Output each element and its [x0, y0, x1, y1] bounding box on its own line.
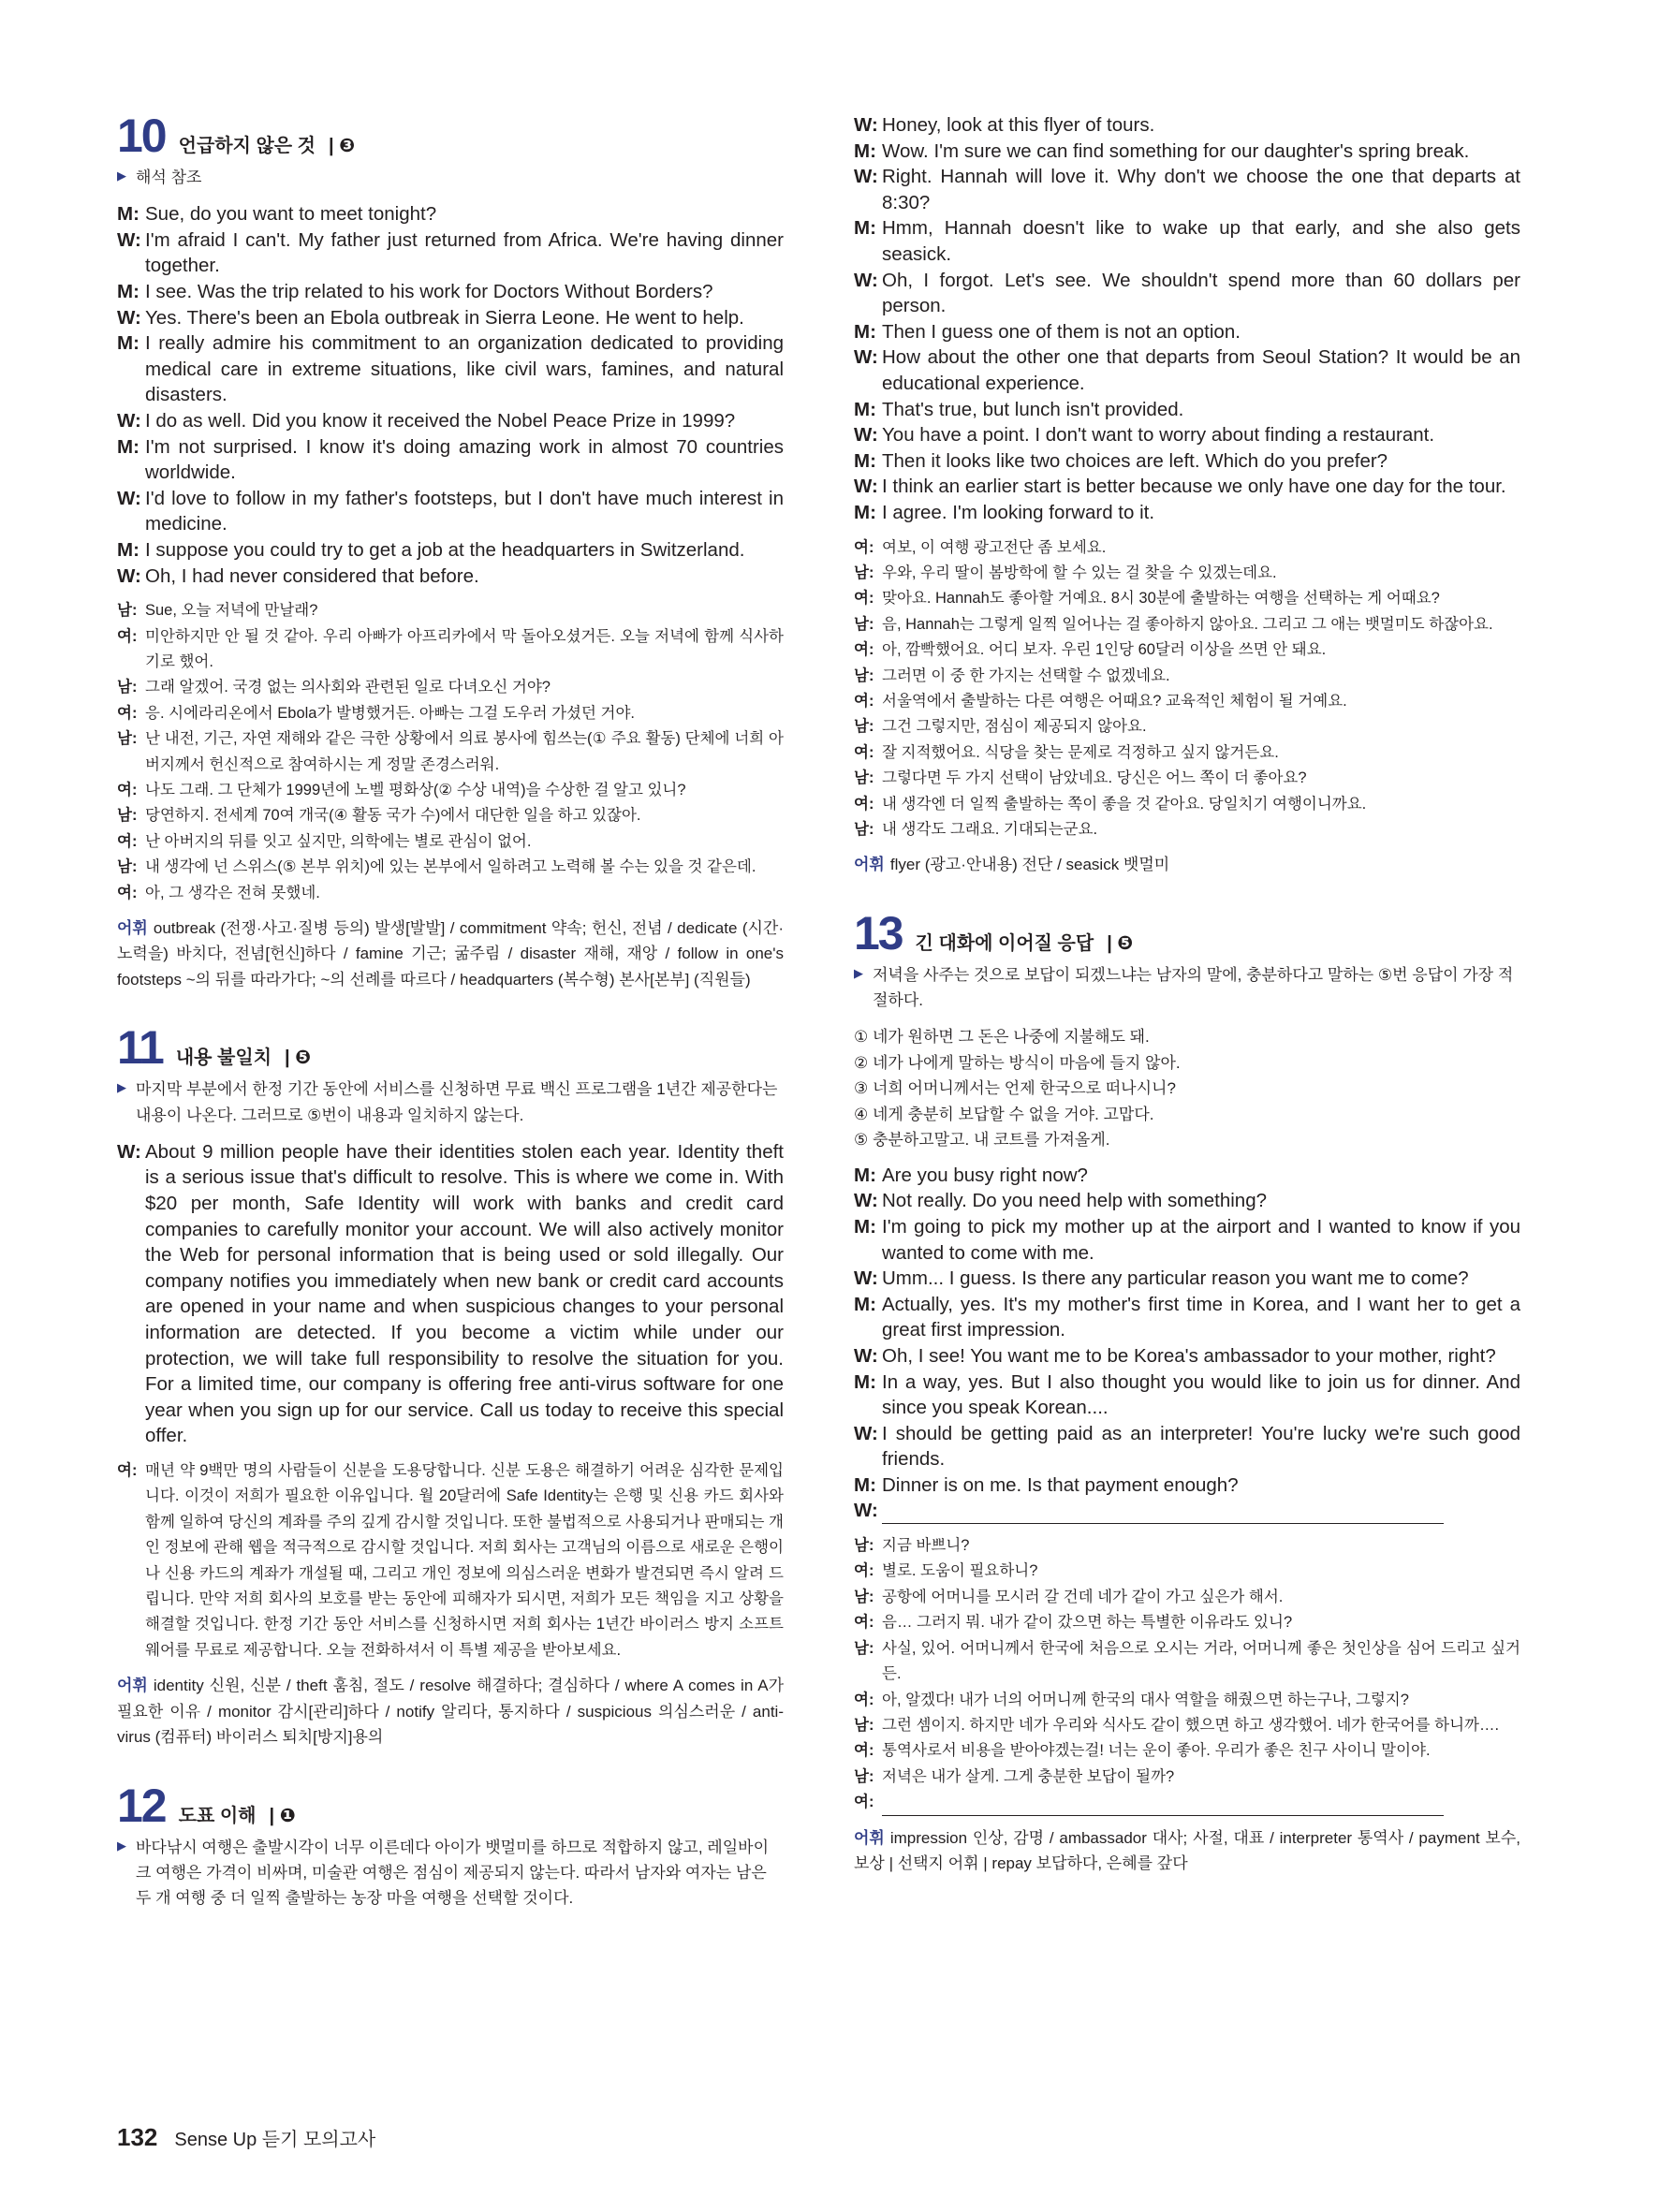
english-monologue [117, 1139, 784, 1449]
translation-line [854, 792, 1520, 817]
speaker-label: 남: [854, 1716, 874, 1734]
translation-line [117, 778, 784, 803]
dialogue-line [854, 268, 1520, 319]
translation-line [854, 535, 1520, 561]
dialogue-line [117, 434, 784, 486]
line-text [882, 1498, 1520, 1524]
line-text: 내 생각에 넌 스위스(⑤ 본부 위치)에 있는 본부에서 일하려고 노력해 볼 수는 있을 것 같은데. [145, 858, 756, 876]
dialogue-line [117, 227, 784, 279]
dialogue-line [117, 486, 784, 537]
speaker-label: 여: [117, 627, 138, 645]
line-text: I'd love to follow in my father's footsteps, but I don't have much interest in medicine. [145, 487, 784, 535]
translation-line [117, 624, 784, 676]
line-text: Honey, look at this flyer of tours. [882, 114, 1155, 136]
question-number: 12 [117, 1779, 166, 1832]
translation-line [854, 1738, 1520, 1764]
vocab-text: identity 신원, 신분 / theft 훔침, 절도 / resolve 해결하다; 결심하다 / where A comes in A가 필요한 이유 / monitor 감시[관리]하다 / notify 알리다, 통지하다 / suspicious 의심스러운 / anti-virus (컴퓨터) 바이러스 퇴치[방지]용의 [117, 1677, 784, 1747]
translation-line [117, 881, 784, 906]
line-text: You have a point. I don't want to worry about finding a restaurant. [882, 424, 1435, 447]
speaker-label: M: [117, 203, 140, 226]
line-text: I really admire his commitment to an organization dedicated to providing medical care in extreme situations, like civil wars, famines, and natural disasters. [145, 332, 784, 406]
dialogue-line [854, 1292, 1520, 1343]
choice-item: ② 네가 나에게 말하는 방식이 마음에 들지 않아. [854, 1053, 1181, 1072]
answer-badge: | ❺ [1107, 932, 1134, 954]
english-dialogue [117, 201, 784, 589]
speaker-label: W: [117, 564, 141, 587]
dialogue-line [854, 1472, 1520, 1499]
speaker-label: W: [854, 166, 878, 188]
question-header [117, 1779, 784, 1832]
speaker-label: W: [117, 487, 141, 509]
translation-line [854, 1713, 1520, 1738]
line-text: How about the other one that departs from Seoul Station? It would be an educational experience. [882, 346, 1520, 394]
line-text: I agree. I'm looking forward to it. [882, 501, 1155, 523]
speaker-label: M: [117, 538, 140, 561]
line-text: Dinner is on me. Is that payment enough? [882, 1473, 1239, 1496]
line-text: 미안하지만 안 될 것 같아. 우리 아빠가 아프리카에서 막 돌아오셨거든. 오늘 저녁에 함께 식사하기로 했어. [145, 627, 784, 670]
translation-line [854, 1765, 1520, 1790]
vocab-text: impression 인상, 감명 / ambassador 대사; 사절, 대표 / interpreter 통역사 / payment 보수, 보상 | 선택지 어휘 | repay 보답하다, 은혜를 갚다 [854, 1828, 1520, 1873]
dialogue-line [117, 330, 784, 408]
line-text: Not really. Do you need help with something? [882, 1190, 1267, 1212]
speaker-label: W: [854, 1344, 878, 1367]
line-text: Then it looks like two choices are left. Which do you prefer? [882, 449, 1388, 472]
book-title: Sense Up 듣기 모의고사 [174, 2130, 376, 2150]
speaker-label: W: [854, 114, 878, 136]
translation-line [854, 1533, 1520, 1559]
line-text: I see. Was the trip related to his work for Doctors Without Borders? [145, 280, 713, 302]
speaker-label: 여: [854, 1614, 874, 1632]
line-text: Oh, I forgot. Let's see. We shouldn't spend more than 60 dollars per person. [882, 269, 1520, 317]
vocab-text: flyer (광고·안내용) 전단 / seasick 뱃멀미 [889, 856, 1170, 874]
speaker-label: W: [854, 1267, 878, 1290]
line-text: Are you busy right now? [882, 1164, 1088, 1186]
speaker-label: W: [854, 269, 878, 291]
speaker-label: M: [854, 1473, 876, 1496]
line-text: 서울역에서 출발하는 다른 여행은 어때요? 교육적인 체험이 될 거예요. [882, 692, 1347, 710]
line-text: 통역사로서 비용을 받아야겠는걸! 너는 운이 좋아. 우리가 좋은 친구 사이니 말이야. [882, 1742, 1431, 1760]
speaker-label: W: [854, 1190, 878, 1212]
line-text: I'm going to pick my mother up at the airport and I wanted to know if you wanted to come with me. [882, 1215, 1520, 1264]
dialogue-line [854, 500, 1520, 526]
line-text: 그건 그렇지만, 점심이 제공되지 않아요. [882, 718, 1147, 736]
line-text: 그렇다면 두 가지 선택이 남았네요. 당신은 어느 쪽이 더 좋아요? [882, 769, 1307, 787]
translation-line [854, 714, 1520, 740]
speaker-label: 남: [854, 718, 874, 736]
speaker-label: 남: [854, 667, 874, 684]
speaker-label: M: [854, 449, 876, 472]
dialogue-line [117, 564, 784, 590]
dialogue-line [854, 448, 1520, 475]
choice-item: ④ 네게 충분히 보답할 수 없을 거야. 고맙다. [854, 1105, 1154, 1123]
dialogue-line [854, 1498, 1520, 1524]
speaker-label: 남: [854, 820, 874, 838]
vocab-text: outbreak (전쟁·사고·질병 등의) 발생[발발] / commitment 약속; 헌신, 전념 / dedicate (시간·노력을) 바치다, 전념[헌신]하다 / famine 기근; 굶주림 / disaster 재해, 재앙 / follow in one's footsteps ~의 뒤를 따라가다; ~의 선례를 따르다 / headquarters (복수형) 본사[본부] (직원들) [117, 918, 784, 989]
line-text: 음… 그러지 뭐. 내가 같이 갔으면 하는 특별한 이유라도 있니? [882, 1614, 1293, 1632]
dialogue-line [117, 1139, 784, 1449]
dialogue-line [854, 139, 1520, 165]
line-text: 지금 바쁘니? [882, 1537, 970, 1555]
line-text: 내 생각도 그래요. 기대되는군요. [882, 820, 1098, 838]
speaker-label: M: [854, 1164, 876, 1186]
translation-line [854, 612, 1520, 637]
translation-line [117, 598, 784, 623]
speaker-label: M: [854, 398, 876, 420]
answer-choices [854, 1024, 1520, 1153]
speaker-label: 여: [854, 743, 874, 761]
dialogue-line [854, 474, 1520, 500]
translation-line [117, 726, 784, 778]
speaker-label: 여: [854, 1562, 874, 1580]
speaker-label: W: [117, 409, 141, 432]
choice-item: ③ 너희 어머니께서는 언제 한국으로 떠나시니? [854, 1079, 1176, 1098]
choice-item: ⑤ 충분하고말고. 내 코트를 가져올게. [854, 1131, 1110, 1150]
explanation-note: ▶ 저녁을 사주는 것으로 보답이 되겠느냐는 남자의 말에, 충분하다고 말하는 ⑤번 응답이 가장 적절하다. [854, 962, 1520, 1013]
speaker-label: W: [117, 228, 141, 251]
translation-line [854, 1610, 1520, 1635]
page-number: 132 [117, 2123, 158, 2151]
speaker-label: 남: [117, 730, 138, 748]
question-type: 긴 대화에 이어질 응답 [915, 932, 1094, 954]
vocabulary [854, 1825, 1520, 1877]
line-text: Oh, I had never considered that before. [145, 564, 479, 587]
speaker-label: W: [854, 424, 878, 447]
speaker-label: 여: [117, 1461, 138, 1479]
explanation-note: ▶ 마지막 부분에서 한정 기간 동안에 서비스를 신청하면 무료 백신 프로그램을 1년간 제공한다는 내용이 나온다. 그러므로 ⑤번이 내용과 일치하지 않는다. [117, 1077, 784, 1127]
speaker-label: W: [854, 346, 878, 369]
line-text: 잘 지적했어요. 식당을 찾는 문제로 걱정하고 싶지 않거든요. [882, 743, 1279, 761]
dialogue-line [854, 344, 1520, 396]
speaker-label: 여: [117, 704, 138, 722]
line-text: 그러면 이 중 한 가지는 선택할 수 없겠네요. [882, 667, 1170, 684]
line-text: Umm... I guess. Is there any particular reason you want me to come? [882, 1267, 1469, 1290]
speaker-label: 여: [854, 692, 874, 710]
speaker-label: 여: [854, 1794, 874, 1811]
line-text: Hmm, Hannah doesn't like to wake up that early, and she also gets seasick. [882, 217, 1520, 265]
question-header [117, 110, 784, 162]
question-number: 13 [854, 906, 903, 960]
line-text: That's true, but lunch isn't provided. [882, 398, 1184, 420]
translation-line [854, 561, 1520, 586]
speaker-label: M: [117, 332, 140, 355]
line-text: 나도 그래. 그 단체가 1999년에 노벨 평화상(② 수상 내역)을 수상한 걸 알고 있니? [145, 781, 686, 798]
line-text: Wow. I'm sure we can find something for our daughter's spring break. [882, 139, 1470, 162]
speaker-label: M: [854, 501, 876, 523]
question-12-header [117, 1779, 784, 1912]
vocab-label: 어휘 [854, 1828, 885, 1847]
translation-line [854, 1790, 1520, 1815]
answer-badge: | ❸ [328, 136, 356, 156]
translation-line [117, 701, 784, 726]
answer-blank [882, 1504, 1444, 1524]
speaker-label: 여: [854, 641, 874, 659]
line-text: 내 생각엔 더 일찍 출발하는 쪽이 좋을 것 같아요. 당일치기 여행이니까요. [882, 795, 1367, 813]
speaker-label: 남: [117, 602, 138, 620]
dialogue-line [117, 408, 784, 434]
translation-line [854, 766, 1520, 791]
translation-line [854, 740, 1520, 766]
korean-translation [117, 598, 784, 906]
speaker-label: 남: [854, 769, 874, 787]
line-text: 아, 깜빡했어요. 어디 보자. 우린 1인당 60달러 이상을 쓰면 안 돼요. [882, 641, 1327, 659]
question-type: 도표 이해 [178, 1805, 257, 1826]
line-text: 난 아버지의 뒤를 잇고 싶지만, 의학에는 별로 관심이 없어. [145, 832, 532, 850]
line-text: I do as well. Did you know it received the Nobel Peace Prize in 1999? [145, 409, 736, 432]
speaker-label: M: [854, 217, 876, 240]
question-type: 내용 불일치 [175, 1047, 272, 1069]
question-number: 11 [117, 1021, 163, 1075]
line-text: I'm afraid I can't. My father just returned from Africa. We're having dinner together. [145, 228, 784, 277]
line-text: 우와, 우리 딸이 봄방학에 할 수 있는 걸 찾을 수 있겠는데요. [882, 564, 1277, 581]
vocab-label: 어휘 [117, 1677, 148, 1695]
line-text: 저녁은 내가 살게. 그게 충분한 보답이 될까? [882, 1767, 1175, 1785]
speaker-label: W: [117, 1140, 141, 1163]
right-column [854, 112, 1520, 1877]
answer-badge: | ❶ [269, 1805, 296, 1826]
translation-line [854, 664, 1520, 689]
english-dialogue [854, 1163, 1520, 1524]
speaker-label: M: [854, 1370, 876, 1393]
question-13 [854, 906, 1520, 1877]
line-text: 그런 셈이지. 하지만 네가 우리와 식사도 같이 했으면 하고 생각했어. 네가 한국어를 하니까…. [882, 1716, 1500, 1734]
dialogue-line [854, 1266, 1520, 1292]
translation-line [117, 1458, 784, 1663]
speaker-label: 여: [854, 795, 874, 813]
line-text: Sue, do you want to meet tonight? [145, 203, 437, 226]
vocab-label: 어휘 [854, 856, 885, 874]
line-text: 맞아요. Hannah도 좋아할 거예요. 8시 30분에 출발하는 여행을 선택하는 게 어때요? [882, 590, 1440, 608]
page-footer [117, 2123, 375, 2152]
line-text: I'm not surprised. I know it's doing amazing work in almost 70 countries worldwide. [145, 435, 784, 484]
line-text: 응. 시에라리온에서 Ebola가 발병했거든. 아빠는 그걸 도우러 가셨던 거야. [145, 704, 635, 722]
vocabulary [117, 1673, 784, 1751]
speaker-label: W: [854, 476, 878, 498]
line-text: 아, 그 생각은 전혀 못했네. [145, 884, 320, 901]
choice-item: ① 네가 원하면 그 돈은 나중에 지불해도 돼. [854, 1028, 1150, 1047]
dialogue-line [854, 1163, 1520, 1189]
translation-line [854, 1585, 1520, 1610]
speaker-label: 남: [854, 564, 874, 581]
dialogue-line [117, 279, 784, 305]
dialogue-line [854, 112, 1520, 139]
korean-translation [854, 535, 1520, 843]
question-11 [117, 1021, 784, 1750]
speaker-label: 여: [854, 1742, 874, 1760]
translation-line [854, 689, 1520, 714]
translation-line [854, 586, 1520, 611]
dialogue-line [854, 164, 1520, 215]
translation-line [854, 1636, 1520, 1688]
speaker-label: 여: [854, 538, 874, 556]
translation-line [117, 675, 784, 700]
line-text: Actually, yes. It's my mother's first time in Korea, and I want her to get a great first impression. [882, 1293, 1520, 1341]
speaker-label: 여: [854, 1691, 874, 1708]
dialogue-line [117, 201, 784, 227]
dialogue-line [854, 397, 1520, 423]
line-text: Oh, I see! You want me to be Korea's ambassador to your mother, right? [882, 1344, 1496, 1367]
speaker-label: 여: [117, 884, 138, 901]
speaker-label: 여: [117, 832, 138, 850]
question-12-body [854, 112, 1520, 878]
speaker-label: M: [854, 1293, 876, 1315]
line-text: 매년 약 9백만 명의 사람들이 신분을 도용당합니다. 신분 도용은 해결하기 어려운 심각한 문제입니다. 이것이 저희가 필요한 이유입니다. 월 20달러에 Safe Identity는 은행 및 신용 카드 회사와 함께 일하여 당신의 계좌를 주의 깊게 감시할 것입니다. 또한 불법적으로 사용되거나 판매되는 개인 정보에 관해 웹을 적극적으로 감시할 것입니다. 저희 회사는 고객님의 이름으로 새로운 은행이나 신용 카드의 계좌가 개설될 때, 그리고 개인 정보에 의심스러운 변화가 발견되면 즉시 알려 드립니다. 만약 저희 회사의 보호를 받는 동안에 피해자가 되시면, 저희가 모든 책임을 지고 상황을 해결할 것입니다. 한정 기간 동안 서비스를 신청하시면 저희 회사는 1년간 바이러스 방지 소프트웨어를 무료로 제공합니다. 오늘 전화하셔서 이 특별 제공을 받아보세요. [145, 1461, 784, 1659]
speaker-label: 남: [117, 807, 138, 825]
dialogue-line [854, 215, 1520, 267]
question-number: 10 [117, 110, 166, 162]
line-text: 난 내전, 기근, 자연 재해와 같은 극한 상황에서 의료 봉사에 힘쓰는(① 주요 활동) 단체에 너희 아버지께서 헌신적으로 참여하시는 게 정말 존경스러워. [145, 730, 784, 773]
line-text: About 9 million people have their identities stolen each year. Identity theft is a serious issue that's difficult to resolve. This is where we come in. With $20 per month, Safe Identity will work with banks and credit card companies to carefully monitor your account. We will also actively monitor the Web for personal information that is being used or sold illegally. Our company notifies you immediately when new bank or credit card accounts are opened in your name and when suspicious changes to your personal information are detected. If you become a victim while under our protection, we will take full responsibility to resolve the situation for you. For a limited time, our company is offering free anti-virus software for one year when you sign up for our service. Call us today to receive this special offer. [145, 1140, 784, 1447]
translation-line [117, 855, 784, 880]
question-10 [117, 112, 784, 992]
dialogue-line [854, 422, 1520, 448]
line-text: 공항에 어머니를 모시러 갈 건데 네가 같이 가고 싶은가 해서. [882, 1588, 1284, 1605]
speaker-label: 남: [854, 1588, 874, 1605]
line-text: Then I guess one of them is not an option. [882, 320, 1241, 343]
vocabulary [117, 916, 784, 993]
dialogue-line [854, 319, 1520, 345]
speaker-label: 여: [117, 781, 138, 798]
dialogue-line [854, 1370, 1520, 1421]
line-text: 별로. 도움이 필요하니? [882, 1562, 1038, 1580]
translation-line [854, 637, 1520, 663]
dialogue-line [117, 537, 784, 564]
speaker-label: W: [117, 306, 141, 329]
line-text: 여보, 이 여행 광고전단 좀 보세요. [882, 538, 1107, 556]
line-text: 음, Hannah는 그렇게 일찍 일어나는 걸 좋아하지 않아요. 그리고 그 애는 뱃멀미도 하잖아요. [882, 615, 1493, 633]
line-text: Right. Hannah will love it. Why don't we choose the one that departs at 8:30? [882, 166, 1520, 213]
dialogue-line [117, 305, 784, 331]
korean-translation [854, 1533, 1520, 1815]
dialogue-line [854, 1421, 1520, 1472]
speaker-label: M: [854, 1215, 876, 1238]
answer-badge: | ❺ [285, 1047, 312, 1069]
answer-blank [882, 1796, 1444, 1816]
translation-line [117, 829, 784, 855]
explanation-note: ▶ 바다낚시 여행은 출발시각이 너무 이른데다 아이가 뱃멀미를 하므로 적합하지 않고, 레일바이크 여행은 가격이 비싸며, 미술관 여행은 점심이 제공되지 않는다. 따라서 남자와 여자는 남은 두 개 여행 중 더 일찍 출발하는 농장 마을 여행을 선택할 것이다. [117, 1835, 784, 1912]
line-text: 그래 알겠어. 국경 없는 의사회와 관련된 일로 다녀오신 거야? [145, 679, 551, 696]
translation-line [854, 817, 1520, 842]
speaker-label: W: [854, 1500, 878, 1522]
line-text: 아, 알겠다! 내가 너의 어머니께 한국의 대사 역할을 해줬으면 하는구나, 그렇지? [882, 1691, 1409, 1708]
translation-line [854, 1559, 1520, 1584]
line-text: Yes. There's been an Ebola outbreak in Sierra Leone. He went to help. [145, 306, 744, 329]
line-text: I think an earlier start is better because we only have one day for the tour. [882, 476, 1506, 498]
speaker-label: M: [117, 280, 140, 302]
line-text: I suppose you could try to get a job at the headquarters in Switzerland. [145, 538, 745, 561]
line-text: In a way, yes. But I also thought you would like to join us for dinner. And since you speak Korean.... [882, 1370, 1520, 1419]
explanation-note: ▶ 해석 참조 [117, 165, 784, 190]
dialogue-line [854, 1214, 1520, 1266]
korean-translation [117, 1458, 784, 1663]
vocab-label: 어휘 [117, 918, 148, 937]
speaker-label: 남: [117, 679, 138, 696]
speaker-label: W: [854, 1422, 878, 1444]
vocabulary [854, 852, 1520, 878]
question-header [854, 906, 1520, 960]
question-header [117, 1021, 784, 1075]
translation-line [854, 1688, 1520, 1713]
speaker-label: 남: [854, 615, 874, 633]
line-text: 당연하지. 전세계 70여 개국(④ 활동 국가 수)에서 대단한 일을 하고 있잖아. [145, 807, 641, 825]
speaker-label: M: [117, 435, 140, 458]
english-dialogue [854, 112, 1520, 526]
line-text: I should be getting paid as an interpreter! You're lucky we're such good friends. [882, 1422, 1520, 1471]
line-text: Sue, 오늘 저녁에 만날래? [145, 602, 318, 620]
speaker-label: 남: [117, 858, 138, 876]
speaker-label: M: [854, 320, 876, 343]
line-text [882, 1790, 1520, 1815]
line-text: 사실, 있어. 어머니께서 한국에 처음으로 오시는 거라, 어머니께 좋은 첫인상을 심어 드리고 싶거든. [882, 1639, 1520, 1683]
translation-line [117, 803, 784, 828]
left-column [117, 112, 784, 1922]
speaker-label: 여: [854, 590, 874, 608]
dialogue-line [854, 1188, 1520, 1214]
speaker-label: 남: [854, 1537, 874, 1555]
speaker-label: 남: [854, 1767, 874, 1785]
dialogue-line [854, 1343, 1520, 1370]
speaker-label: 남: [854, 1639, 874, 1657]
speaker-label: M: [854, 139, 876, 162]
question-type: 언급하지 않은 것 [178, 136, 316, 156]
